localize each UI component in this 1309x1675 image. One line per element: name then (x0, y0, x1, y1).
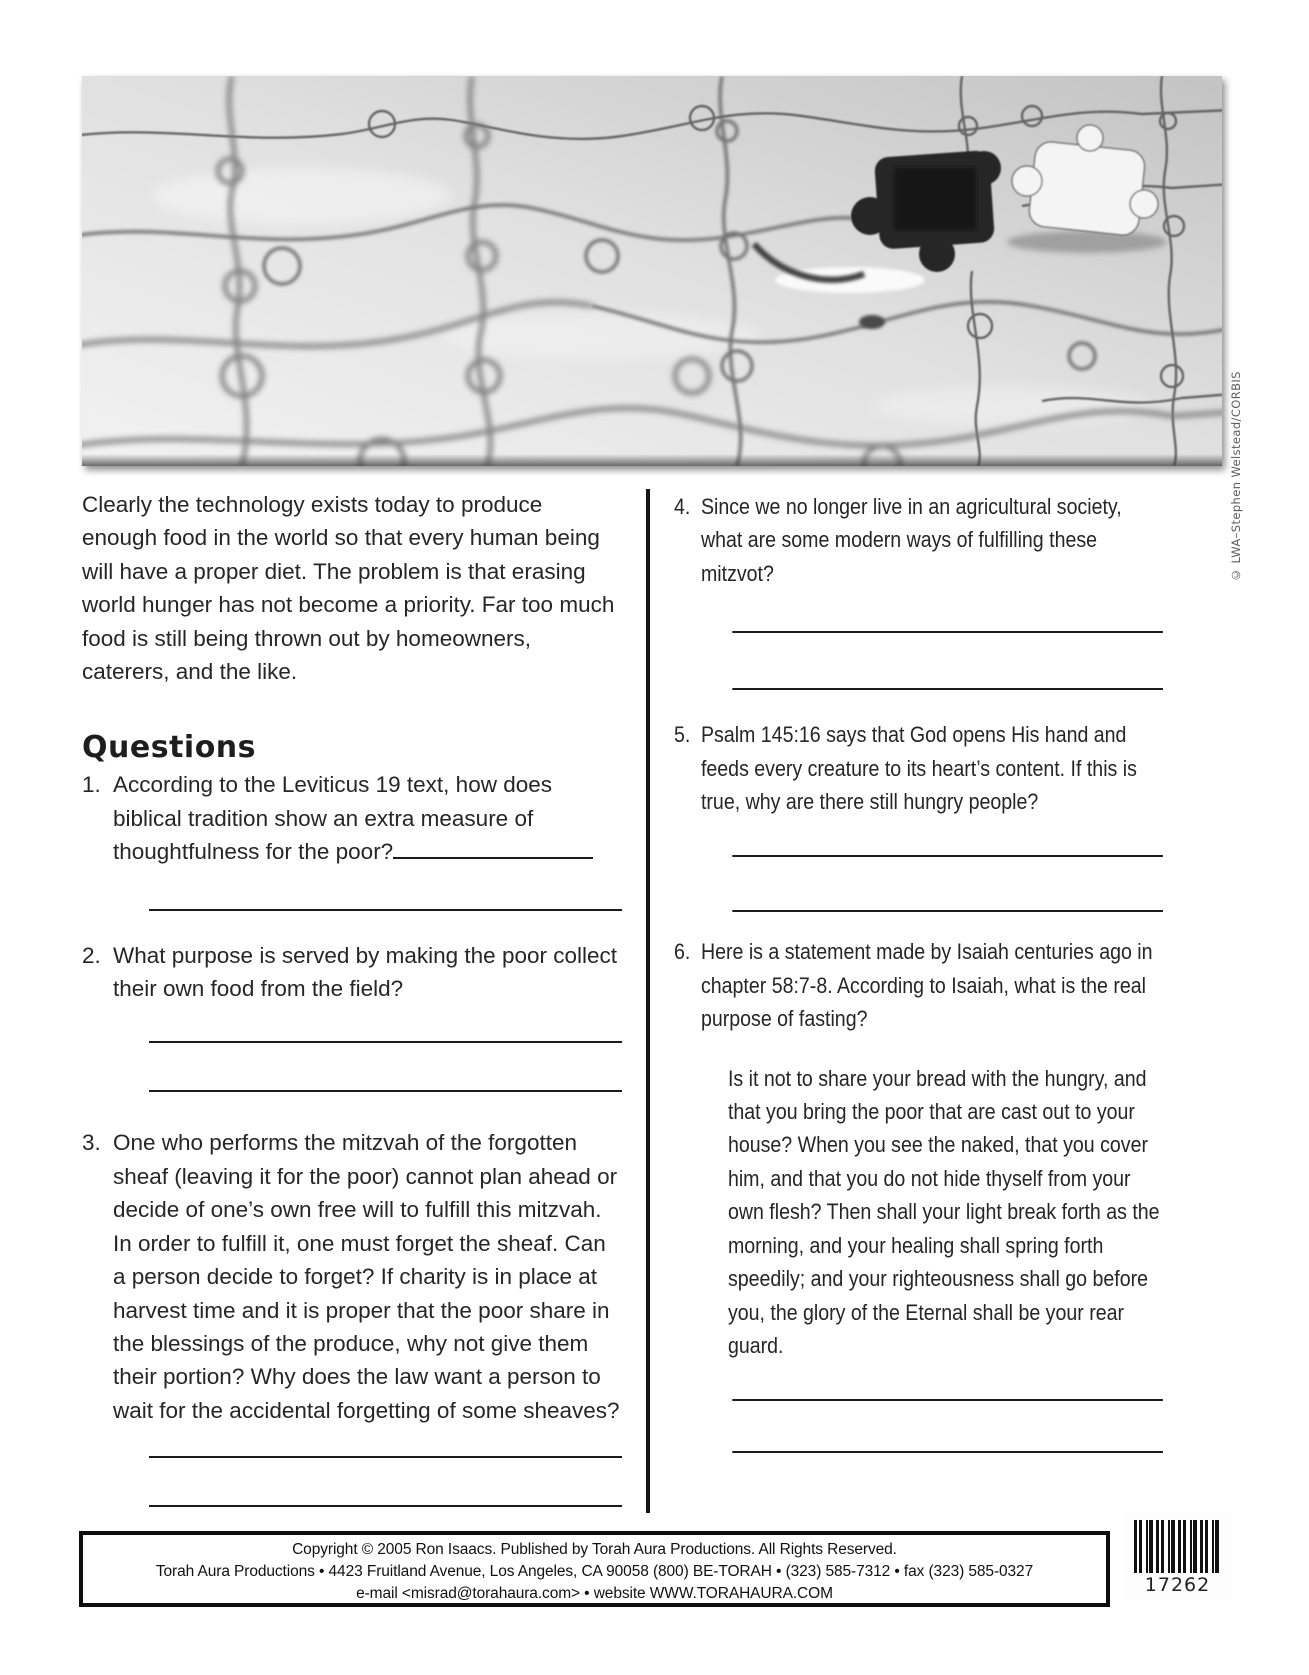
answer-line (149, 1505, 622, 1507)
question-4 (674, 490, 1163, 690)
right-column (674, 490, 1163, 1453)
puzzle-photo (82, 76, 1222, 466)
question-text: One who performs the mitzvah of the forgotten sheaf (leaving it for the poor) cannot plan ahead or decide of one’s own free will to fulfill this mitzvah. In order to fulfill it, one must forget the sheaf. Can a person decide to forget? If charity is in place at harvest time and it is proper that the poor share in the blessings of the produce, why not give them their portion? Why does the law want a person to wait for the accidental forgetting of some sheaves? (113, 1130, 620, 1423)
question-number: 6. (674, 939, 691, 965)
answer-line (732, 1451, 1163, 1453)
question-number: 4. (674, 494, 691, 519)
question-text: Since we no longer live in an agricultural society, what are some modern ways of fulfilling these mitzvot? (700, 494, 1122, 586)
intro-paragraph: Clearly the technology exists today to produce enough food in the world so that every human being will have a proper diet. The problem is that erasing world hunger has not become a priority. Far too much food is still being thrown out by homeowners, caterers, and the like. (82, 492, 615, 685)
answer-line (149, 1456, 622, 1458)
question-text: What purpose is served by making the poor collect their own food from the field? (113, 942, 617, 1002)
puzzle-photo-graphic (82, 76, 1222, 466)
question-number: 3. (82, 1130, 101, 1156)
barcode (1124, 1512, 1231, 1600)
answer-line (149, 909, 622, 911)
answer-line (732, 1399, 1163, 1401)
answer-line (732, 855, 1163, 857)
question-number: 2. (82, 942, 101, 968)
barcode-bars (1134, 1520, 1221, 1573)
answer-blank-inline (393, 839, 593, 859)
isaiah-quote: Is it not to share your bread with the hungry, and that you bring the poor that are cast out to your house? When you see the naked, that you cover him, and that you do not hide thyself from your own flesh? Then shall your light break forth as the morning, and your healing shall spring forth speedily; and your righteousness shall go before you, the glory of the Eternal shall be your rear guard. (727, 1065, 1160, 1358)
question-3 (82, 1126, 622, 1507)
answer-line (732, 688, 1163, 690)
question-2 (82, 939, 622, 1093)
question-text: According to the Leviticus 19 text, how does biblical tradition show an extra measure of thoughtfulness for the poor? (113, 768, 622, 868)
left-column (82, 488, 622, 1507)
answer-line (732, 910, 1163, 912)
answer-line (149, 1041, 622, 1043)
question-6 (674, 935, 1163, 1453)
question-text: Here is a statement made by Isaiah centuries ago in chapter 58:7-8. According to Isaiah, what is the real purpose of fasting? (700, 939, 1153, 1032)
question-5 (674, 718, 1163, 912)
answer-line (149, 1090, 622, 1092)
question-text: Psalm 145:16 says that God opens His hand and feeds every creature to its heart’s content. If this is true, why are there still hungry people? (700, 722, 1137, 815)
column-divider (646, 489, 650, 1513)
barcode-number: 17262 (1144, 1574, 1211, 1596)
copyright-footer (79, 1531, 1110, 1607)
question-number: 1. (82, 772, 101, 798)
questions-heading: Questions (82, 730, 257, 766)
photo-credit: © LWA–Stephen Welstead/CORBIS (1229, 371, 1243, 582)
footer-line-3: e-mail <misrad@torahaura.com> • website WWW.TORAHAURA.COM (356, 1585, 833, 1602)
footer-line-2: Torah Aura Productions • 4423 Fruitland Avenue, Los Angeles, CA 90058 (800) BE-TORAH • (323) 585-7312 • fax (323) 585-0327 (155, 1563, 1034, 1580)
answer-line (732, 631, 1163, 633)
footer-line-1: Copyright © 2005 Ron Isaacs. Published by Torah Aura Productions. All Rights Reserved. (292, 1541, 897, 1558)
question-number: 5. (674, 722, 691, 748)
question-1 (82, 768, 622, 910)
